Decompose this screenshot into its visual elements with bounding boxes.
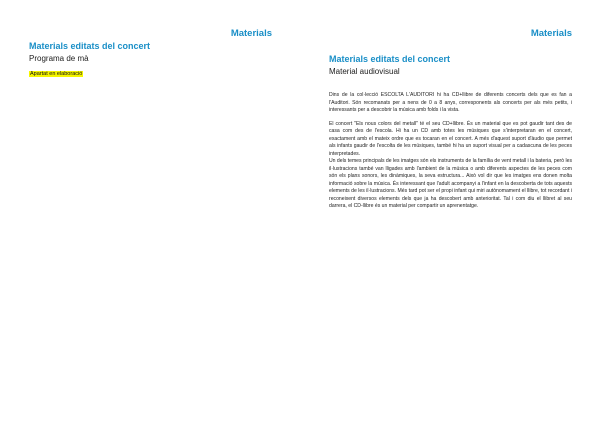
left-page-header: Materials [230, 28, 272, 39]
paragraph-concert: El concert "Els nous colors del metall" té el seu CD+llibre. És un material que es pot gaudir tant des de casa com des de l'escola. Hi ha un CD amb totes les músiques que s'interpretaran en el concert, exactament amb el mateix ordre que es tocaran en el concert. A més d'aquest suport d'àudio que permet als infants gaudir de l'escolta de les músiques, també hi ha un suport visual per a cadascuna de les peces interpretades. [329, 120, 572, 157]
left-page-title: Materials editats del concert [29, 41, 151, 51]
right-page [300, 0, 600, 424]
right-page-subtitle: Material audiovisual [329, 67, 400, 76]
paragraph-collection: Dins de la col·lecció ESCOLTA L'AUDITORI hi ha CD+llibre de diferents concerts dels que es fan a l'Auditori. Són recomanats per a nens de 0 a 8 anys, corresponents als concerts per als més petits, i interessants per a descobrir la música amb folds i la vista. [329, 92, 572, 113]
right-page-title: Materials editats del concert [329, 54, 451, 64]
in-progress-note: Apartat en elaboració [30, 71, 83, 77]
right-page-header: Materials [530, 28, 572, 39]
left-page-subtitle: Programa de mà [29, 54, 89, 63]
paragraph-images: Un dels temes principals de les imatges són els instruments de la família de vent metall i la bateria, però les il·lustracions també van lligades amb l'ambient de la música o amb diferents aspectes de les peces com són els plans sonors, les dinàmiques, la seva estructura... Això vol dir que les imatges ens donen molta informació sobre la música. És interessant que l'adult acompanyi a l'infant en la descoberta de tots aquests elements de les il·lustracions. Més tard pot ser el propi infant qui miri autònomament el llibre, tot recordant i reconeixent diversos elements dels que ja ha descobert amb anterioritat. Tal i com diu el llibret al seu darrera, el CD-llibre és un material per compartir un aprenentatge. [329, 158, 572, 209]
body-text [329, 92, 572, 217]
